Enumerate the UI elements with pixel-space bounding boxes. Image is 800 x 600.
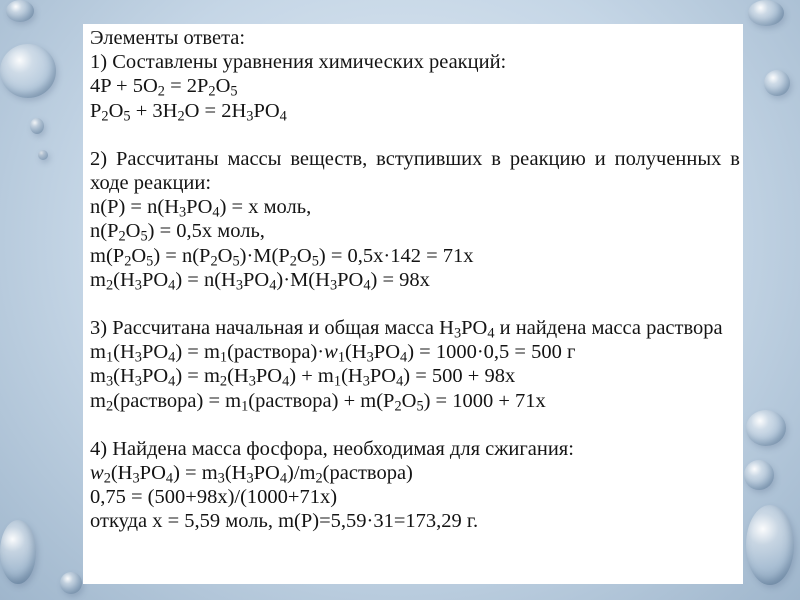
equation-2: $P_2O_5 + 3H_2O = 2H_3PO_4$ [90,99,287,125]
section-4-line-1: $w_2(H_3PO_4)$ = $m_3(H_3PO_4)/m_2(раствора)$ [90,462,413,487]
section-2-heading: 2) Рассчитаны массы веществ, вступивших в реакцию и полученных в ходе реакции: [90,147,740,195]
section-3-line-1: $m_1(H_3PO_4)$ = $m_1(раствора)\cdot w_1(H_3PO_4) = 1000\cdot 0,5 = 500$ г [90,341,576,366]
answer-slide [83,24,743,584]
water-drop [60,572,82,594]
answer-content [90,26,740,534]
water-drop [30,118,44,134]
section-2-line-1: $n(P) = n(H_3PO_4) = x$ моль, [90,196,312,221]
section-3-heading: 3) Рассчитана начальная и общая масса $H_3PO_4$ и найдена масса раствора [90,317,723,342]
section-2-line-3: $m(P_2O_5) = n(P_2O_5)\cdot M(P_2O_5) = 0,5x\cdot 142 = 71x$ [90,244,474,270]
page-title: Элементы ответа: [90,27,246,49]
water-drop [0,44,56,98]
water-drop [746,410,786,446]
equation-1: $4P + 5O_2 = 2P_2O_5$ [90,75,238,100]
section-1-heading: 1) Составлены уравнения химических реакций: [90,51,507,74]
section-3-line-2: $m_3(H_3PO_4) = m_2(H_3PO_4) + m_1(H_3PO_4) = 500 + 98x$ [90,365,516,391]
water-drop [38,150,48,160]
section-3-line-3: $m_2(раствора)$ = $m_1(раствора) + m(P_2O_5) = 1000 + 71x$ [90,389,546,415]
water-drop [746,505,794,585]
water-drop [0,520,36,584]
section-4-line-2: 0,75 = (500+98x)/(1000+71x) [90,486,338,509]
water-drop [748,0,784,26]
section-4-heading: 4) Найдена масса фосфора, необходимая для сжигания: [90,437,574,460]
section-4-line-3: откуда x = 5,59 моль, m(P)=5,59·31=173,29 г. [90,510,479,533]
water-drop [744,460,774,490]
section-2-line-2: $n(P_2O_5) = 0,5x$ моль, [90,220,265,245]
water-drop [6,0,34,22]
section-2-line-4: $m_2(H_3PO_4) = n(H_3PO_4)\cdot M(H_3PO_4) = 98x$ [90,268,430,294]
water-drop [764,70,790,96]
